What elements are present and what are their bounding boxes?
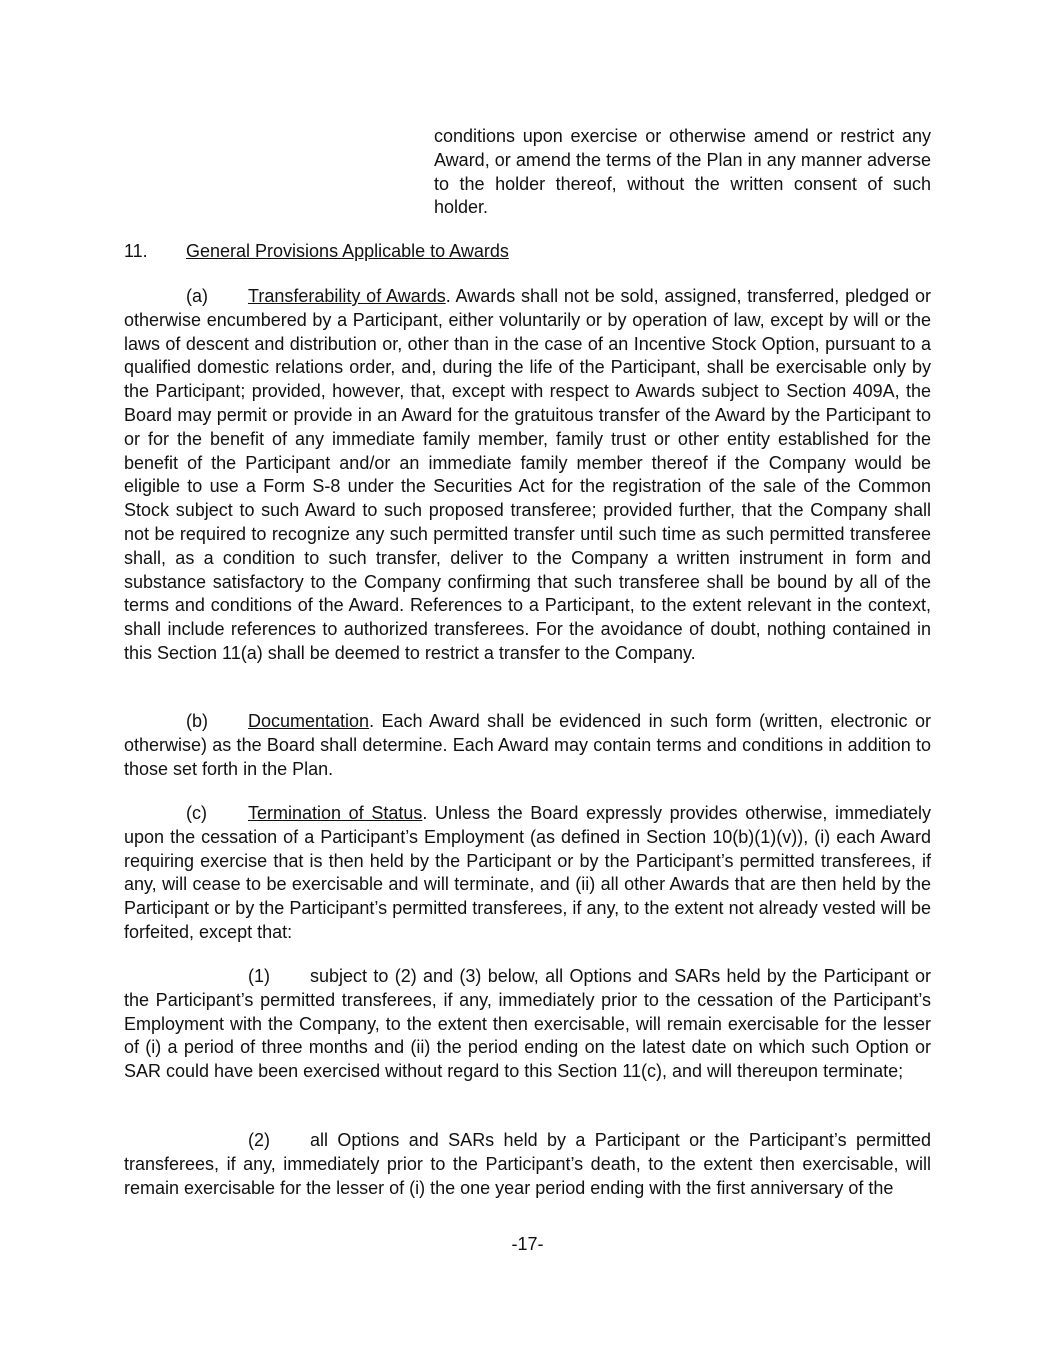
- paragraph-c-body: . Unless the Board expressly provides otherwise, immediately upon the cessation of a Participant’s Employment (as defined in Section 10(b)(1)(v)), (i) each Award requiring exercise that is then held by the Participant or by the Participant’s permitted transferees, if any, will cease to be exercisable and will terminate, and (ii) all other Awards that are then held by the Participant or by the Participant’s permitted transferees, if any, to the extent not already vested will be forfeited, except that:: [124, 803, 931, 942]
- page-number: -17-: [511, 1234, 544, 1254]
- subparagraph-c1-body: subject to (2) and (3) below, all Options and SARs held by the Participant or the Participant’s permitted transferees, if any, immediately prior to the cessation of the Participant’s Employment with the Company, to the extent then exercisable, will remain exercisable for the lesser of (i) a period of three months and (ii) the period ending on the latest date on which such Option or SAR could have been exercised without regard to this Section 11(c), and will thereupon terminate;: [124, 966, 931, 1082]
- paragraph-b-heading: Documentation: [248, 711, 370, 731]
- section-heading: [124, 240, 509, 264]
- paragraph-b-body: . Each Award shall be evidenced in such form (written, electronic or otherwise) as the Board shall determine. Each Award may contain terms and conditions in addition to those set forth in the Plan.: [124, 711, 931, 779]
- paragraph-b-label: (b): [186, 711, 208, 731]
- subparagraph-c2-body: all Options and SARs held by a Participant or the Participant’s permitted transferees, if any, immediately prior to the Participant’s death, to the extent then exercisable, will remain exercisable for the lesser of (i) the one year period ending with the first anniversary of the: [124, 1130, 931, 1198]
- subparagraph-c1: [124, 965, 931, 1084]
- continuation-paragraph: conditions upon exercise or otherwise amend or restrict any Award, or amend the terms of the Plan in any manner adverse to the holder thereof, without the written consent of such holder.: [434, 126, 931, 218]
- paragraph-a-body: . Awards shall not be sold, assigned, transferred, pledged or otherwise encumbered by a Participant, either voluntarily or by operation of law, except by will or the laws of descent and distribution or, other than in the case of an Incentive Stock Option, pursuant to a qualified domestic relations order, and, during the life of the Participant, shall be exercisable only by the Participant; provided, however, that, except with respect to Awards subject to Section 409A, the Board may permit or provide in an Award for the gratuitous transfer of the Award by the Participant to or for the benefit of any immediate family member, family trust or other entity established for the benefit of the Participant and/or an immediate family member thereof if the Company would be eligible to use a Form S-8 under the Securities Act for the registration of the sale of the Common Stock subject to such Award to such proposed transferee; provided further, that the Company shall not be required to recognize any such permitted transfer until such time as such permitted transferee shall, as a condition to such transfer, deliver to the Company a written instrument in form and substance satisfactory to the Company confirming that such transferee shall be bound by all of the terms and conditions of the Award. References to a Participant, to the extent relevant in the context, shall include references to authorized transferees. For the avoidance of doubt, nothing contained in this Section 11(a) shall be deemed to restrict a transfer to the Company.: [124, 286, 931, 663]
- paragraph-a-label: (a): [186, 286, 208, 306]
- subparagraph-c2-label: (2): [248, 1130, 270, 1150]
- subparagraph-c1-label: (1): [248, 966, 270, 986]
- document-page: [124, 0, 931, 1365]
- paragraph-a: [124, 285, 931, 666]
- paragraph-a-heading: Transferability of Awards: [248, 286, 446, 306]
- paragraph-c: [124, 802, 931, 945]
- paragraph-c-label: (c): [186, 803, 207, 823]
- section-number: 11.: [124, 241, 148, 261]
- section-title: General Provisions Applicable to Awards: [186, 241, 509, 261]
- paragraph-c-heading: Termination of Status: [248, 803, 423, 823]
- paragraph-b: [124, 710, 931, 781]
- subparagraph-c2: [124, 1129, 931, 1200]
